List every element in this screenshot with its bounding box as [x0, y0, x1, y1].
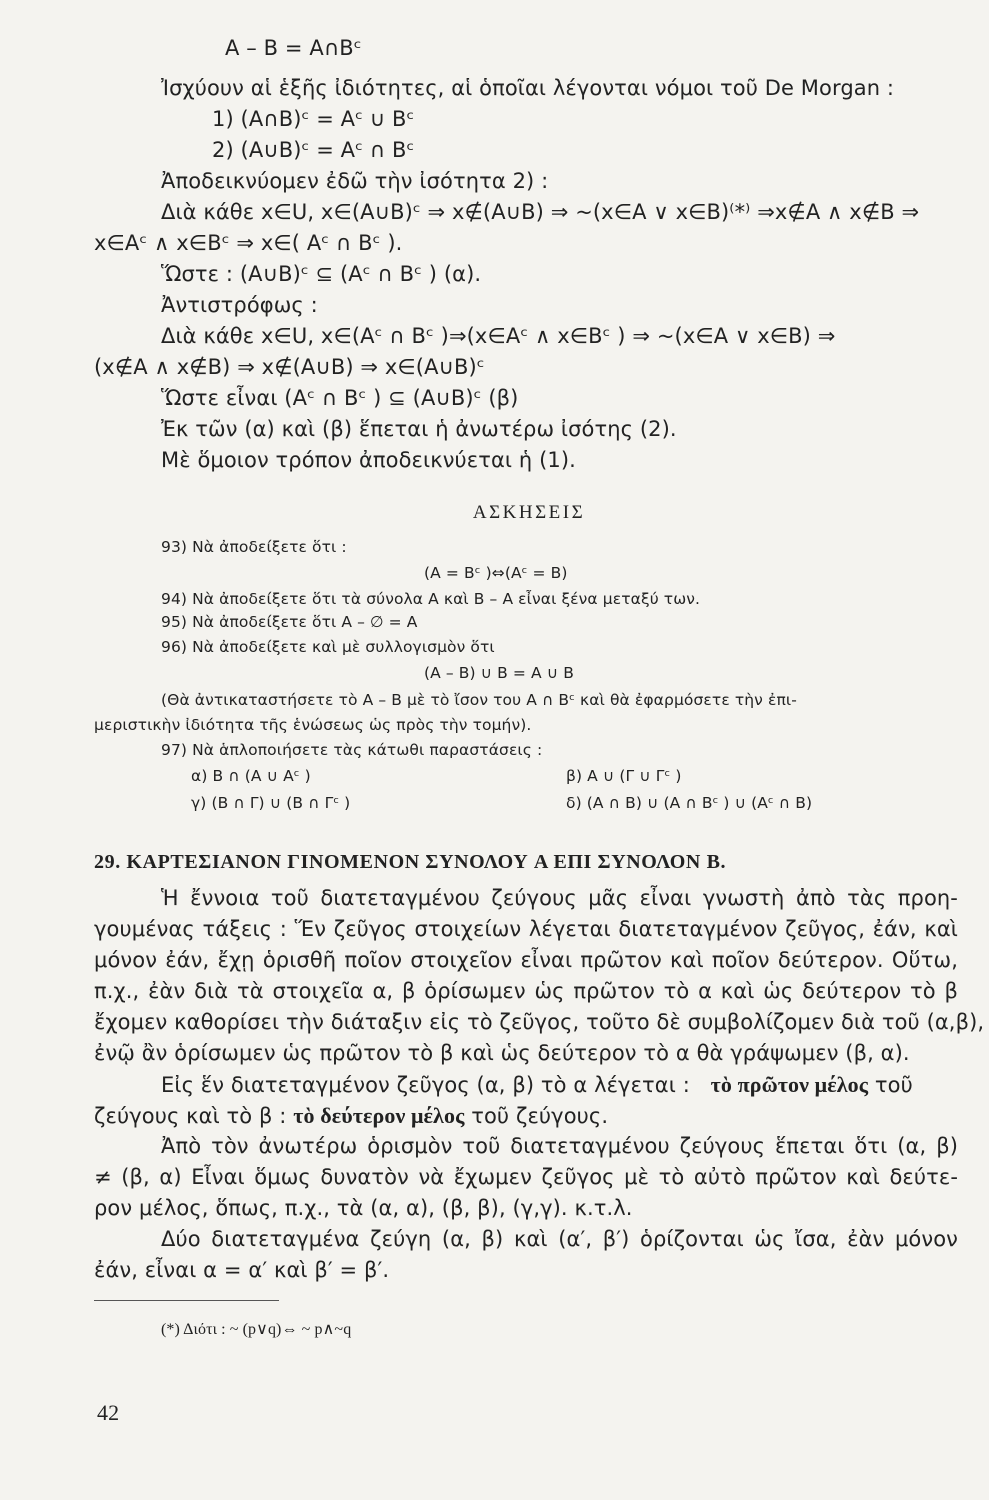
proof-conclusion: Μὲ ὅμοιον τρόπον ἀποδεικνύεται ἡ (1).: [161, 448, 576, 472]
exercise-96-formula: (A – B) ∪ B = A ∪ B: [424, 664, 574, 682]
exercise-93: 93) Νὰ ἀποδείξετε ὅτι :: [161, 538, 347, 556]
set-difference-formula: A – B = A∩Bᶜ: [225, 36, 362, 60]
paragraph-line: Δύο διατεταγμένα ζεύγη (α, β) καὶ (α′, β′) ὁρίζονται ὡς ἴσα, ἐὰν μόνον: [161, 1227, 958, 1251]
paragraph-line: Ἀπὸ τὸν ἀνωτέρω ὁρισμὸν τοῦ διατεταγμένου ζεύγους ἕπεται ὅτι (α, β): [161, 1134, 958, 1158]
proof-conclusion: Ἐκ τῶν (α) καὶ (β) ἕπεται ἡ ἀνωτέρω ἰσότης (2).: [161, 417, 677, 441]
paragraph-line: π.χ., ἐὰν διὰ τὰ στοιχεῖα α, β ὁρίσωμεν ὡς πρῶτον τὸ α καὶ ὡς δεύτερον τὸ β: [94, 979, 958, 1003]
exercise-97: 97) Νὰ ἁπλοποιήσετε τὰς κάτωθι παραστάσεις :: [161, 741, 543, 759]
exercise-97-d: δ) (A ∩ B) ∪ (A ∩ Bᶜ ) ∪ (Aᶜ ∩ B): [566, 794, 813, 812]
section-heading: 29. ΚΑΡΤΕΣΙΑΝΟΝ ΓΙΝΟΜΕΝΟΝ ΣΥΝΟΛΟΥ A ΕΠΙ ΣΥΝΟΛΟΝ B.: [94, 851, 727, 873]
exercises-title: ΑΣΚΗΣΕΙΣ: [472, 502, 586, 523]
exercise-96-hint: (Θὰ ἀντικαταστήσετε τὸ A – B μὲ τὸ ἴσον του A ∩ Bᶜ καὶ θὰ ἐφαρμόσετε τὴν ἐπι-: [161, 691, 797, 709]
proof-intro: Ἀποδεικνύομεν ἐδῶ τὴν ἰσότητα 2) :: [161, 169, 549, 193]
exercise-96-hint: μεριστικὴν ἰδιότητα τῆς ἑνώσεως ὡς πρὸς τὴν τομήν).: [94, 716, 532, 734]
proof-line: Διὰ κάθε x∈U, x∈(A∪B)ᶜ ⇒ x∉(A∪B) ⇒ ~(x∈A ∨ x∈B)⁽*⁾ ⇒x∉A ∧ x∉B ⇒: [161, 200, 920, 224]
exercise-97-a: α) B ∩ (A ∪ Aᶜ ): [191, 767, 311, 785]
paragraph-text: τοῦ ζεύγους.: [471, 1104, 609, 1128]
exercise-93-formula: (A = Bᶜ )⇔(Aᶜ = B): [424, 564, 568, 582]
paragraph-line: ἐνῷ ἂν ὁρίσωμεν ὡς πρῶτον τὸ β καὶ ὡς δεύτερον τὸ α θὰ γράψωμεν (β, α).: [94, 1041, 910, 1065]
proof-line: x∈Aᶜ ∧ x∈Bᶜ ⇒ x∈( Aᶜ ∩ Bᶜ ).: [94, 231, 403, 255]
exercise-95: 95) Νὰ ἀποδείξετε ὅτι A – ∅ = A: [161, 613, 418, 631]
exercise-97-c: γ) (B ∩ Γ) ∪ (B ∩ Γᶜ ): [191, 794, 351, 812]
paragraph-text: τοῦ: [874, 1073, 913, 1097]
proof-line: Ὥστε : (A∪B)ᶜ ⊆ (Aᶜ ∩ Bᶜ ) (α).: [161, 262, 482, 286]
paragraph-line: ≠ (β, α) Εἶναι ὅμως δυνατὸν νὰ ἔχωμεν ζεῦγος μὲ τὸ αὐτὸ πρῶτον καὶ δεύτε-: [94, 1165, 958, 1189]
paragraph-line: [161, 1074, 913, 1096]
paragraph-line: ἔχομεν καθορίσει τὴν διάταξιν εἰς τὸ ζεῦγος, τοῦτο δὲ συμβολίζομεν διὰ τοῦ (α,β),: [94, 1010, 985, 1034]
paragraph-line: μόνον ἐάν, ἔχῃ ὁρισθῆ ποῖον στοιχεῖον εἶναι πρῶτον καὶ ποῖον δεύτερον. Οὕτω,: [94, 948, 958, 972]
paragraph-line: [94, 1105, 608, 1127]
paragraph-text: Εἰς ἕν διατεταγμένον ζεῦγος (α, β) τὸ α λέγεται :: [161, 1073, 690, 1097]
paragraph-line: ρον μέλος, ὅπως, π.χ., τὰ (α, α), (β, β), (γ,γ). κ.τ.λ.: [94, 1196, 633, 1220]
footnote-rule: [94, 1300, 279, 1301]
exercise-96: 96) Νὰ ἀποδείξετε καὶ μὲ συλλογισμὸν ὅτι: [161, 638, 495, 656]
paragraph-line: Ἡ ἔννοια τοῦ διατεταγμένου ζεύγους μᾶς εἶναι γνωστὴ ἀπὸ τὰς προη-: [161, 886, 958, 910]
proof-converse-label: Ἀντιστρόφως :: [161, 293, 318, 317]
paragraph-text: ζεύγους καὶ τὸ β :: [94, 1104, 287, 1128]
paragraph-line: ἐάν, εἶναι α = α′ καὶ β′ = β′.: [94, 1258, 390, 1282]
footnote: (*) Διότι : ~ (p∨q)⇔ ~ p∧~q: [161, 1321, 352, 1338]
proof-line: Διὰ κάθε x∈U, x∈(Aᶜ ∩ Bᶜ )⇒(x∈Aᶜ ∧ x∈Bᶜ ) ⇒ ~(x∈A ∨ x∈B) ⇒: [161, 324, 836, 348]
proof-line: (x∉A ∧ x∉B) ⇒ x∉(A∪B) ⇒ x∈(A∪B)ᶜ: [94, 355, 485, 379]
proof-line: Ὥστε εἶναι (Aᶜ ∩ Bᶜ ) ⊆ (A∪B)ᶜ (β): [161, 386, 519, 410]
paragraph-line: γουμένας τάξεις : Ἕν ζεῦγος στοιχείων λέγεται διατεταγμένον ζεῦγος, ἐάν, καὶ: [94, 917, 958, 941]
page-number: 42: [97, 1400, 120, 1425]
de-morgan-intro: Ἰσχύουν αἱ ἑξῆς ἰδιότητες, αἱ ὁποῖαι λέγονται νόμοι τοῦ De Morgan :: [161, 76, 895, 100]
de-morgan-law-2: 2) (A∪B)ᶜ = Aᶜ ∩ Bᶜ: [212, 138, 415, 162]
exercise-97-b: β) A ∪ (Γ ∪ Γᶜ ): [566, 767, 682, 785]
term-first-member: τὸ πρῶτον μέλος: [710, 1072, 869, 1097]
term-second-member: τὸ δεύτερον μέλος: [293, 1103, 465, 1128]
exercise-94: 94) Νὰ ἀποδείξετε ὅτι τὰ σύνολα A καὶ B – A εἶναι ξένα μεταξύ των.: [161, 590, 701, 608]
de-morgan-law-1: 1) (A∩B)ᶜ = Aᶜ ∪ Bᶜ: [212, 107, 415, 131]
